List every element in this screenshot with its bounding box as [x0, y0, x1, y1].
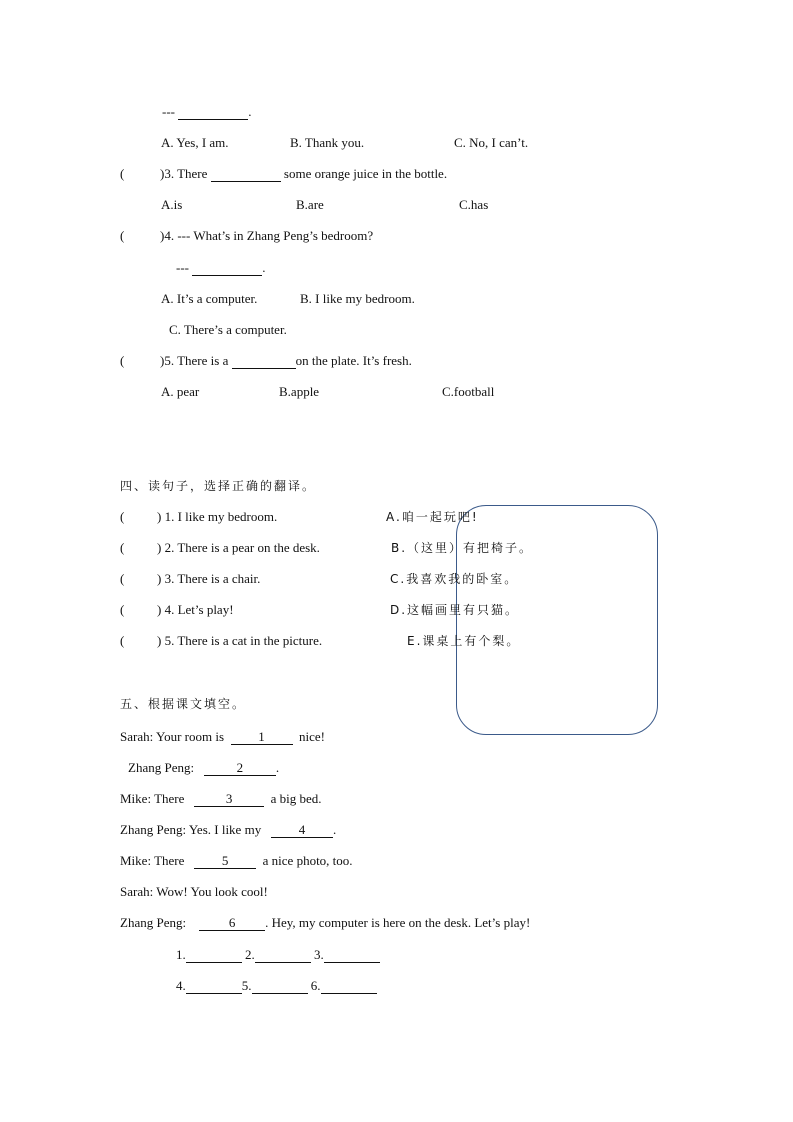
- option: A. Yes, I am.: [161, 135, 229, 150]
- text: .: [275, 760, 280, 775]
- answer-blank[interactable]: [178, 105, 248, 120]
- blank[interactable]: [232, 354, 296, 369]
- blank[interactable]: 1: [231, 730, 293, 745]
- answer-blank[interactable]: [255, 948, 311, 963]
- answer-paren[interactable]: (: [120, 571, 125, 586]
- sentence: ) 3. There is a chair.: [157, 571, 261, 586]
- text: Zhang Peng: Yes. I like my: [120, 822, 262, 837]
- option: B. I like my bedroom.: [300, 291, 415, 306]
- option: B.apple: [279, 384, 320, 399]
- answer-row-2: [176, 978, 377, 994]
- dialogue-line: [120, 729, 325, 745]
- text: Mike: There: [120, 853, 185, 868]
- translation-option: E.课桌上有个梨。: [407, 634, 521, 648]
- dialogue-line: [120, 822, 336, 838]
- text: . Hey, my computer is here on the desk. Let’s play!: [265, 915, 531, 930]
- answer-blank[interactable]: [321, 979, 377, 994]
- blank[interactable]: 2: [204, 761, 276, 776]
- answer-paren[interactable]: (: [120, 602, 125, 617]
- answer-label: 1.: [176, 947, 186, 962]
- answer-blank[interactable]: [324, 948, 380, 963]
- dialogue-line: [120, 853, 353, 869]
- dialogue-line: [128, 760, 279, 776]
- text: a nice photo, too.: [262, 853, 353, 868]
- answer-blank[interactable]: [192, 261, 262, 276]
- text: Mike: There: [120, 791, 185, 806]
- q-text: )3. There: [160, 166, 208, 181]
- answer-label: 6.: [310, 978, 321, 993]
- text: nice!: [299, 729, 325, 744]
- option: C.football: [442, 384, 495, 399]
- option: B.are: [296, 197, 324, 212]
- dialogue-line: [120, 791, 322, 807]
- answer-blank[interactable]: [252, 979, 308, 994]
- answer-label: 4.: [176, 978, 186, 993]
- option: A.is: [161, 197, 183, 212]
- translation-option: A.咱一起玩吧!: [386, 510, 479, 524]
- answer-paren[interactable]: (: [120, 633, 125, 648]
- q-text: some orange juice in the bottle.: [283, 166, 448, 181]
- dialogue-line: [120, 915, 530, 931]
- sentence: ) 1. I like my bedroom.: [157, 509, 278, 524]
- q-text: )5. There is a: [160, 353, 229, 368]
- translation-option: D.这幅画里有只猫。: [390, 603, 520, 617]
- blank[interactable]: 3: [194, 792, 264, 807]
- text: Sarah: Your room is: [120, 729, 225, 744]
- blank[interactable]: 6: [199, 916, 265, 931]
- option: A. pear: [161, 384, 200, 399]
- text: a big bed.: [270, 791, 322, 806]
- answer-blank[interactable]: [186, 979, 242, 994]
- section-5-title: 五、根据课文填空。: [120, 697, 247, 711]
- option: B. Thank you.: [290, 135, 365, 150]
- answer-label: 5.: [241, 978, 252, 993]
- sentence: ) 4. Let’s play!: [157, 602, 234, 617]
- q4-answer-line: --- .: [176, 260, 266, 275]
- q2-answer-line: --- .: [162, 104, 252, 119]
- q-text: on the plate. It’s fresh.: [295, 353, 412, 368]
- option: C. No, I can’t.: [454, 135, 529, 150]
- dash: ---: [162, 104, 175, 119]
- section-4-title: 四、读句子，选择正确的翻译。: [120, 479, 317, 493]
- question-3: [160, 166, 447, 182]
- answer-paren[interactable]: (: [120, 166, 125, 181]
- blank[interactable]: 5: [194, 854, 256, 869]
- answer-paren[interactable]: (: [120, 228, 125, 243]
- text: Zhang Peng:: [128, 760, 195, 775]
- answer-row-1: [176, 947, 380, 963]
- answer-paren[interactable]: (: [120, 540, 125, 555]
- text: Zhang Peng:: [120, 915, 187, 930]
- question-4: )4. --- What’s in Zhang Peng’s bedroom?: [160, 228, 374, 243]
- answer-label: 2.: [245, 947, 255, 962]
- dialogue-line: Sarah: Wow! You look cool!: [120, 884, 268, 899]
- option: A. It’s a computer.: [161, 291, 258, 306]
- blank[interactable]: 4: [271, 823, 333, 838]
- answer-label: 3.: [314, 947, 324, 962]
- question-5: [160, 353, 412, 369]
- translation-option: B.（这里）有把椅子。: [391, 541, 534, 555]
- answer-paren[interactable]: (: [120, 509, 125, 524]
- text: .: [332, 822, 337, 837]
- answer-blank[interactable]: [186, 948, 242, 963]
- sentence: ) 2. There is a pear on the desk.: [157, 540, 320, 555]
- sentence: ) 5. There is a cat in the picture.: [157, 633, 323, 648]
- option: C.has: [459, 197, 489, 212]
- option: C. There’s a computer.: [169, 322, 287, 337]
- blank[interactable]: [211, 167, 281, 182]
- translation-option: C.我喜欢我的卧室。: [390, 572, 519, 586]
- dash: ---: [176, 260, 189, 275]
- answer-paren[interactable]: (: [120, 353, 125, 368]
